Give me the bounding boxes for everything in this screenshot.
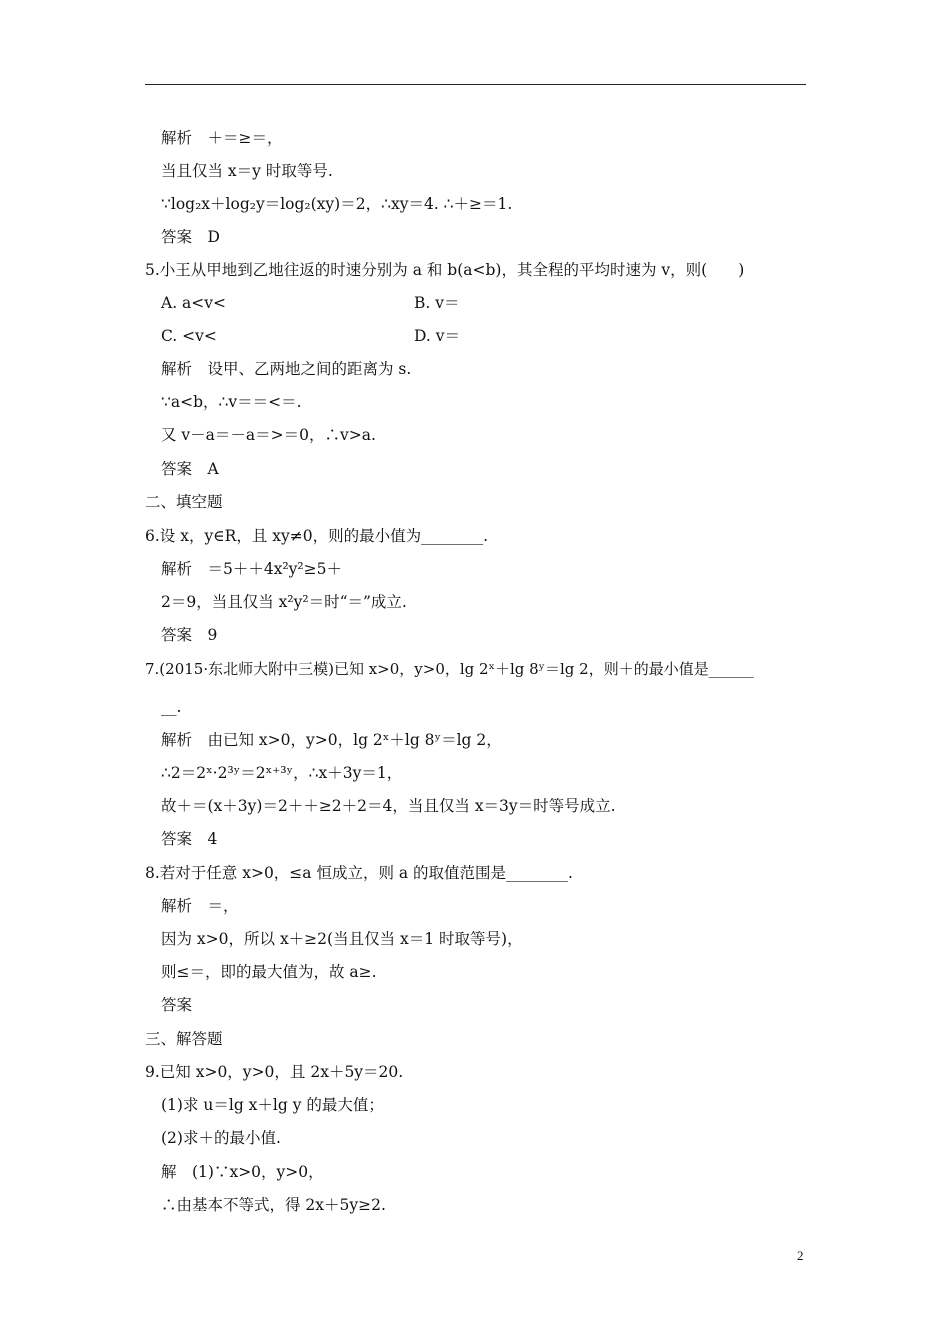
text-line: 又 v－a＝－a＝>＝0，∴v>a.: [161, 426, 376, 444]
option-c: C. <v<: [161, 327, 217, 345]
text-line: ∵a<b，∴v＝＝<＝.: [161, 393, 302, 411]
answer-line: 答案: [161, 996, 193, 1014]
text-line: 则≤＝，即的最大值为，故 a≥.: [161, 963, 377, 981]
text-line: ∴2＝2ˣ·2³ʸ＝2ˣ⁺³ʸ，∴x＋3y＝1，: [161, 764, 403, 782]
section-heading: 二、填空题: [145, 493, 223, 511]
text-line: 解析 ＋＝≥＝，: [161, 129, 283, 147]
option-a: A. a<v<: [161, 294, 227, 312]
text-line: (1)求 u＝lg x＋lg y 的最大值；: [161, 1096, 384, 1114]
text-line: __.: [161, 698, 182, 716]
answer-line: 答案 A: [161, 460, 219, 478]
question-5: 5.小王从甲地到乙地往返的时速分别为 a 和 b(a<b)，其全程的平均时速为 v，则( ): [145, 261, 745, 279]
question-9: 9.已知 x>0，y>0，且 2x＋5y＝20.: [145, 1063, 404, 1081]
option-b: B. v＝: [414, 294, 460, 312]
question-7: 7.(2015·东北师大附中三模)已知 x>0，y>0，lg 2ˣ＋lg 8ʸ＝lg 2，则＋的最小值是______: [145, 660, 754, 678]
text-line: 当且仅当 x＝y 时取等号.: [161, 162, 333, 180]
question-8: 8.若对于任意 x>0，≤a 恒成立，则 a 的取值范围是________.: [145, 864, 573, 882]
answer-line: 答案 D: [161, 228, 220, 246]
text-line: 故＋＝(x＋3y)＝2＋＋≥2＋2＝4，当且仅当 x＝3y＝时等号成立.: [161, 797, 616, 815]
page-number: 2: [797, 1248, 804, 1263]
text-line: 解析 由已知 x>0，y>0，lg 2ˣ＋lg 8ʸ＝lg 2，: [161, 731, 502, 749]
text-line: 解 (1)∵x>0，y>0，: [161, 1163, 324, 1181]
text-line: 因为 x>0，所以 x＋≥2(当且仅当 x＝1 时取等号)，: [161, 930, 523, 948]
question-6: 6.设 x，y∈R，且 xy≠0，则的最小值为________.: [145, 527, 489, 545]
header-rule: [145, 84, 806, 85]
text-line: 解析 ＝5＋＋4x²y²≥5＋: [161, 560, 342, 578]
text-line: ∴由基本不等式，得 2x＋5y≥2.: [161, 1196, 386, 1214]
answer-line: 答案 9: [161, 626, 218, 644]
text-line: (2)求＋的最小值.: [161, 1129, 281, 1147]
section-heading: 三、解答题: [145, 1030, 223, 1048]
text-line: 解析 ＝，: [161, 897, 239, 915]
text-line: ∵log₂x＋log₂y＝log₂(xy)＝2，∴xy＝4. ∴＋≥＝1.: [161, 195, 513, 213]
text-line: 2＝9，当且仅当 x²y²＝时“＝”成立.: [161, 593, 407, 611]
answer-line: 答案 4: [161, 830, 218, 848]
option-d: D. v＝: [414, 327, 460, 345]
text-line: 解析 设甲、乙两地之间的距离为 s.: [161, 360, 412, 378]
